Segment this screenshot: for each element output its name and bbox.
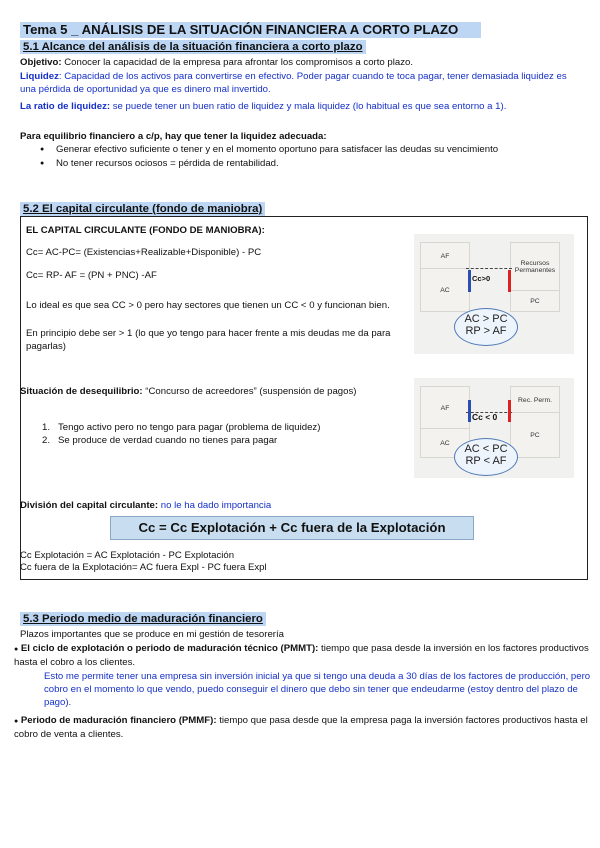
ratio-paragraph — [20, 100, 595, 113]
objetivo-label: Objetivo: — [20, 57, 62, 68]
desequilibrio-item-2: 2. Se produce de verdad cuando no tienes para pagar — [42, 435, 278, 446]
balance-condition-oval — [454, 308, 518, 346]
ac-block: AC — [420, 428, 470, 458]
division-note: no le ha dado importancia — [158, 500, 272, 511]
section-5-2-heading: 5.2 El capital circulante (fondo de maniobra) — [20, 202, 265, 216]
liquidez-text: : Capacidad de los activos para convertirse en efectivo. Poder pagar cuando te toca pagar, tener demasiada liquidez es una pérdida de oportunidad ya que es dinero mal invertido. — [20, 71, 567, 95]
ratio-label: La ratio de liquidez: — [20, 101, 111, 112]
page-title: Tema 5 _ ANÁLISIS DE LA SITUACIÓN FINANCIERA A CORTO PLAZO — [20, 22, 481, 38]
pmmt-note: Esto me permite tener una empresa sin inversión inicial ya que si tengo una deuda a 30 días de los factores de producción, pero cobro en el momento lo que vendo, puedo conseguir el dinero que debo sin tener que endeudarme (estoy dentro del plazo de pago). — [44, 671, 591, 708]
equilibrio-list — [20, 143, 590, 171]
desequilibrio-label: Situación de desequilibrio: — [20, 386, 143, 397]
ac-block: AC — [420, 268, 470, 312]
oval-line-1: AC < PC — [464, 443, 508, 455]
objetivo-paragraph — [20, 56, 590, 69]
pc-block: PC — [510, 412, 560, 458]
ideal-paragraph: Lo ideal es que sea CC > 0 pero hay sectores que tienen un CC < 0 y funcionan bien. — [26, 300, 390, 311]
formula-cc-ac-pc: Cc= AC-PC= (Existencias+Realizable+Disponible) - PC — [26, 247, 262, 258]
division-paragraph — [20, 499, 271, 512]
formula-cc-rp-af: Cc= RP- AF = (PN + PNC) -AF — [26, 270, 157, 281]
list-item: ● Generar efectivo suficiente o tener y en el momento oportuno para satisfacer las deudas su vencimiento — [20, 143, 590, 157]
af-block: AF — [420, 242, 470, 270]
divider-line — [466, 268, 512, 269]
oval-line-1: AC > PC — [464, 313, 508, 325]
principio-paragraph: En principio debe ser > 1 (lo que yo tengo para hacer frente a mis deudas me da para pagarlas) — [26, 328, 391, 352]
desequilibrio-text: “Concurso de acreedores” (suspensión de pagos) — [142, 386, 357, 397]
red-marker — [508, 400, 511, 422]
cc-positive-label: Cc>0 — [472, 274, 491, 283]
box-title: EL CAPITAL CIRCULANTE (FONDO DE MANIOBRA): — [26, 225, 265, 236]
pmmf-text: tiempo que pasa desde que la empresa paga la inversión factores productivos hasta el cobro de venta a clientes. — [14, 715, 588, 740]
cc-negative-label: Cc < 0 — [472, 412, 498, 422]
balance-condition-oval — [454, 438, 518, 476]
pmmt-paragraph: ● El ciclo de explotación o periodo de maduración técnico (PMMT): tiempo que pasa desde la inversión en los factores productivos hasta el cobro a los clientes. — [14, 643, 589, 668]
pmmf-label: Periodo de maduración financiero (PMMF): — [20, 715, 217, 726]
division-label: División del capital circulante: — [20, 500, 159, 511]
balance-diagram-positive — [414, 234, 574, 354]
oval-line-2: RP > AF — [465, 325, 507, 337]
liquidez-paragraph — [20, 70, 580, 96]
blue-marker — [468, 400, 471, 422]
desequilibrio-item-text: Tengo activo pero no tengo para pagar (problema de liquidez) — [58, 422, 321, 433]
list-item: ● No tener recursos ociosos = pérdida de rentabilidad. — [20, 157, 590, 171]
red-marker — [508, 270, 511, 292]
equilibrio-heading: Para equilibrio financiero a c/p, hay que tener la liquidez adecuada: — [20, 131, 327, 142]
objetivo-text: Conocer la capacidad de la empresa para afrontar los compromisos a corto plazo. — [61, 57, 413, 68]
balance-diagram-negative — [414, 378, 574, 478]
cc-fuera-explotacion-formula: Cc fuera de la Explotación= AC fuera Expl - PC fuera Expl — [20, 562, 267, 573]
rp-block: Rec. Perm. — [510, 386, 560, 414]
ratio-text: se puede tener un buen ratio de liquidez y mala liquidez (lo habitual es que sea entorno a 1). — [110, 101, 507, 112]
desequilibrio-item-text: Se produce de verdad cuando no tienes para pagar — [58, 435, 278, 446]
rp-block: Recursos Permanentes — [510, 242, 560, 292]
pmmf-paragraph: ● Periodo de maduración financiero (PMMF): tiempo que pasa desde que la empresa paga la inversión factores productivos hasta el cobro de venta a clientes. — [14, 715, 588, 740]
blue-marker — [468, 270, 471, 292]
oval-line-2: RP < AF — [465, 455, 507, 467]
plazos-intro: Plazos importantes que se produce en mi gestión de tesorería — [20, 629, 284, 640]
desequilibrio-paragraph — [20, 385, 365, 398]
pmmt-text: tiempo que pasa desde la inversión en los factores productivos hasta el cobro a los clientes. — [14, 643, 589, 668]
cc-explotacion-formula: Cc Explotación = AC Explotación - PC Explotación — [20, 550, 235, 561]
section-5-3-heading: 5.3 Periodo medio de maduración financiero — [20, 612, 266, 626]
section-5-1-heading: 5.1 Alcance del análisis de la situación financiera a corto plazo — [20, 40, 366, 54]
desequilibrio-item-1: 1. Tengo activo pero no tengo para pagar (problema de liquidez) — [42, 422, 321, 433]
af-block: AF — [420, 386, 470, 430]
liquidez-label: Liquidez — [20, 71, 59, 82]
cc-formula-box: Cc = Cc Explotación + Cc fuera de la Explotación — [110, 516, 474, 540]
pc-block: PC — [510, 290, 560, 312]
pmmt-label: El ciclo de explotación o periodo de maduración técnico (PMMT): — [20, 643, 319, 654]
